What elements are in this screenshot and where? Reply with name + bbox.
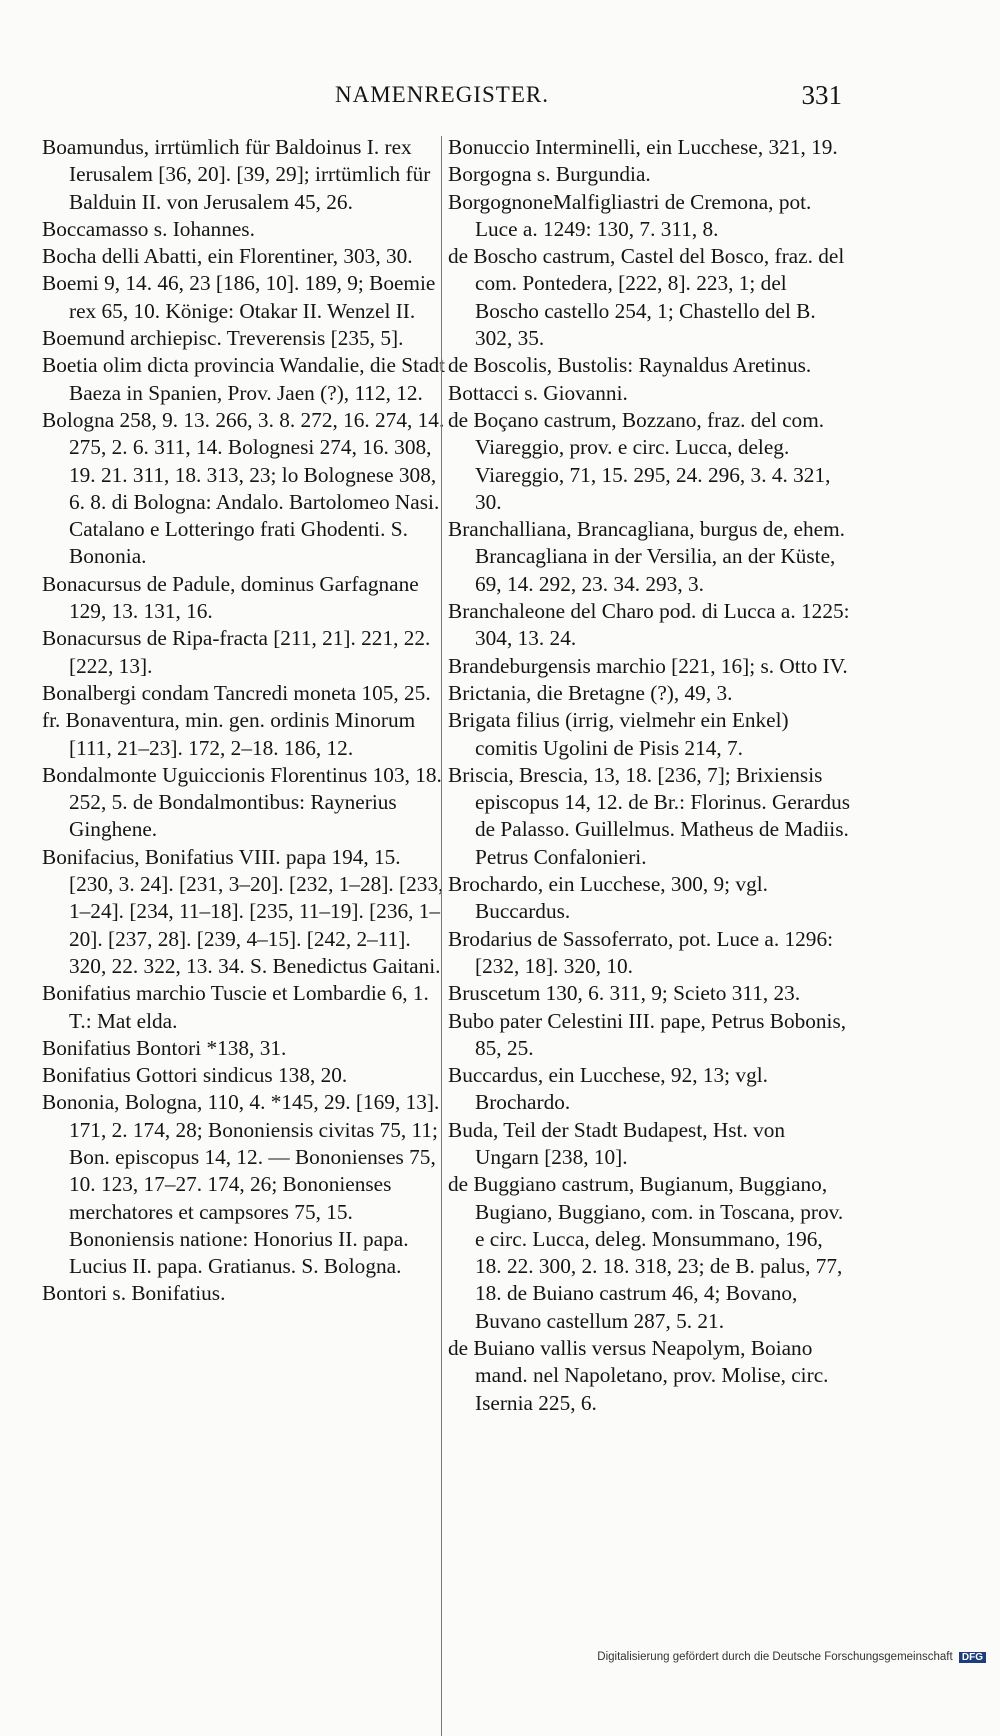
index-entry: Buccardus, ein Lucchese, 92, 13; vgl. Brochardo. <box>448 1063 768 1115</box>
index-entry: Boemund archiepisc. Treverensis [235, 5]. <box>42 326 404 351</box>
right-column <box>448 134 853 1417</box>
index-entry: Bonifatius Gottori sindicus 138, 20. <box>42 1063 348 1088</box>
index-entry: Briscia, Brescia, 13, 18. [236, 7]; Brixiensis episcopus 14, 12. de Br.: Florinus. Gerardus de Palasso. Guillelmus. Matheus de Madiis. Petrus Confalonieri. <box>448 762 851 869</box>
index-entry: Boetia olim dicta provincia Wandalie, die Stadt Baeza in Spanien, Prov. Jaen (?), 112, 12. <box>42 353 446 405</box>
index-entry: de Boçano castrum, Bozzano, fraz. del com. Viareggio, prov. e circ. Lucca, deleg. Viareggio, 71, 15. 295, 24. 296, 3. 4. 321, 30. <box>448 407 831 514</box>
index-entry: Bonacursus de Ripa-fracta [211, 21]. 221, 22. [222, 13]. <box>42 626 431 678</box>
index-entry: Bonifatius marchio Tuscie et Lombardie 6, 1. T.: Mat elda. <box>42 981 429 1033</box>
running-title: NAMENREGISTER. <box>335 82 549 107</box>
page-header <box>42 82 842 114</box>
index-entry: Bubo pater Celestini III. pape, Petrus Bobonis, 85, 25. <box>448 1008 847 1060</box>
index-entry: BorgognoneMalfigliastri de Cremona, pot. Luce a. 1249: 130, 7. 311, 8. <box>448 189 812 241</box>
index-entry: de Boscolis, Bustolis: Raynaldus Aretinus. <box>448 353 812 378</box>
left-column <box>42 134 447 1308</box>
index-entry: Bologna 258, 9. 13. 266, 3. 8. 272, 16. 274, 14. 275, 2. 6. 311, 14. Bolognesi 274, 16. 308, 19. 21. 311, 18. 313, 23; lo Bolognese 308, 6. 8. di Bologna: Andalo. Bartolomeo Nasi. Catalano e Lotteringo frati Ghodenti. S. Bononia. <box>42 407 445 569</box>
index-entry: Bontori s. Bonifatius. <box>42 1281 226 1306</box>
index-entry: Brodarius de Sassoferrato, pot. Luce a. 1296: [232, 18]. 320, 10. <box>448 926 834 978</box>
index-entry: Branchalliana, Brancagliana, burgus de, ehem. Brancagliana in der Versilia, an der Küste, 69, 14. 292, 23. 34. 293, 3. <box>448 517 845 596</box>
index-entry: Brandeburgensis marchio [221, 16]; s. Otto IV. <box>448 653 848 678</box>
index-entry: Bononia, Bologna, 110, 4. *145, 29. [169, 13]. 171, 2. 174, 28; Bononiensis civitas 75, 11; Bon. episcopus 14, 12. — Bononienses 75, 10. 123, 17–27. 174, 26; Bononienses merchatores et campsores 75, 15. Bononiensis natione: Honorius II. papa. Lucius II. papa. Gratianus. S. Bologna. <box>42 1090 440 1279</box>
credit-text: Digitalisierung gefördert durch die Deutsche Forschungsgemeinschaft <box>597 1651 953 1663</box>
dfg-logo: DFG <box>959 1652 986 1663</box>
index-entry: Boccamasso s. Iohannes. <box>42 216 255 241</box>
index-entry: fr. Bonaventura, min. gen. ordinis Minorum [111, 21–23]. 172, 2–18. 186, 12. <box>42 708 416 760</box>
index-entry: Bonifatius Bontori *138, 31. <box>42 1035 287 1060</box>
index-entry: Branchaleone del Charo pod. di Lucca a. 1225: 304, 13. 24. <box>448 599 850 651</box>
index-entry: Bruscetum 130, 6. 311, 9; Scieto 311, 23. <box>448 981 801 1006</box>
index-entry: de Boscho castrum, Castel del Bosco, fraz. del com. Pontedera, [222, 8]. 223, 1; del Boscho castello 254, 1; Chastello del B. 302, 35. <box>448 244 845 351</box>
index-entry: Bonifacius, Bonifatius VIII. papa 194, 15. [230, 3. 24]. [231, 3–20]. [232, 1–28]. [233, 1–24]. [234, 11–18]. [235, 11–19]. [236, 1–20]. [237, 28]. [239, 4–15]. [242, 2–11]. 320, 22. 322, 13. 34. S. Benedictus Gaitani. <box>42 844 444 978</box>
index-entry: Buda, Teil der Stadt Budapest, Hst. von Ungarn [238, 10]. <box>448 1117 786 1169</box>
index-entry: Brochardo, ein Lucchese, 300, 9; vgl. Buccardus. <box>448 872 768 924</box>
digitization-credit <box>597 1651 986 1663</box>
index-entry: Bonuccio Interminelli, ein Lucchese, 321, 19. <box>448 135 838 159</box>
index-entry: Brictania, die Bretagne (?), 49, 3. <box>448 680 733 705</box>
index-entry: Boemi 9, 14. 46, 23 [186, 10]. 189, 9; Boemie rex 65, 10. Könige: Otakar II. Wenzel II. <box>42 271 436 323</box>
index-entry: de Buggiano castrum, Bugianum, Buggiano, Bugiano, Buggiano, com. in Toscana, prov. e circ. Lucca, deleg. Monsummano, 196, 18. 22. 300, 2. 18. 318, 23; de B. palus, 77, 18. de Buiano castrum 46, 4; Bovano, Buvano castellum 287, 5. 21. <box>448 1172 844 1333</box>
index-entry: Brigata filius (irrig, vielmehr ein Enkel) comitis Ugolini de Pisis 214, 7. <box>448 708 789 760</box>
index-entry: Bonacursus de Padule, dominus Garfagnane 129, 13. 131, 16. <box>42 571 419 624</box>
index-entry: Bondalmonte Uguiccionis Florentinus 103, 18. 252, 5. de Bondalmontibus: Raynerius Ginghene. <box>42 762 442 842</box>
page-number: 331 <box>801 80 842 110</box>
index-entry: Bonalbergi condam Tancredi moneta 105, 25. <box>42 680 431 705</box>
index-entry: de Buiano vallis versus Neapolym, Boiano mand. nel Napoletano, prov. Molise, circ. Isernia 225, 6. <box>448 1336 829 1415</box>
index-entry: Bottacci s. Giovanni. <box>448 380 628 405</box>
index-entry: Bocha delli Abatti, ein Florentiner, 303, 30. <box>42 244 413 269</box>
column-divider <box>441 136 442 1736</box>
index-entry: Borgogna s. Burgundia. <box>448 162 651 187</box>
index-entry: Boamundus, irrtümlich für Baldoinus I. rex Ierusalem [36, 20]. [39, 29]; irrtümlich für Balduin II. von Jerusalem 45, 26. <box>42 135 431 214</box>
